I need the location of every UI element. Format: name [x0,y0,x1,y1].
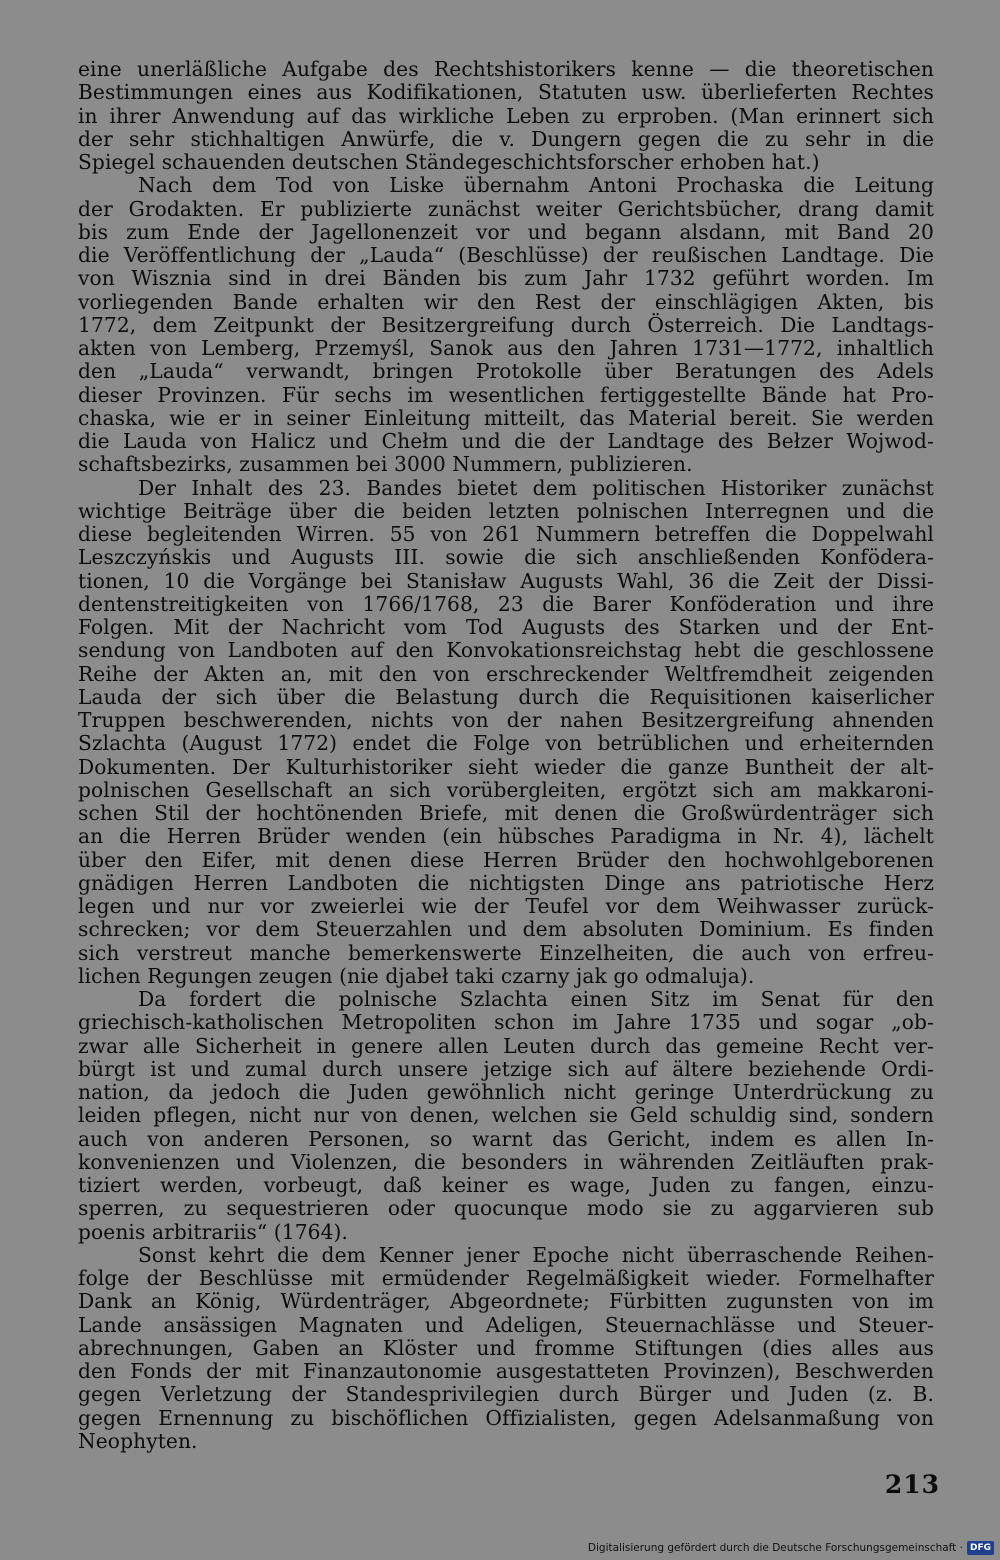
text-line: Nach dem Tod von Liske übernahm Antoni Prochaska die Leitung [138,173,934,198]
text-line: leiden pflegen, nicht nur von denen, welchen sie Geld schuldig sind, sondern [78,1103,934,1128]
text-line: konvenienzen und Violenzen, die besonders in währenden Zeitläuften prak- [78,1149,934,1174]
text-line: dentenstreitigkeiten von 1766/1768, 23 die Barer Konföderation und ihre [78,591,934,616]
text-line: den „Lauda“ verwandt, bringen Protokolle über Beratungen des Adels [78,359,934,384]
text-line: bürgt ist und zumal durch unsere jetzige sich auf ältere beziehende Ordi- [78,1056,934,1081]
text-line: von Wisznia sind in drei Bänden bis zum Jahr 1732 geführt worden. Im [78,266,934,291]
text-line: gegen Ernennung zu bischöflichen Offizialisten, gegen Adelsanmaßung von [78,1405,934,1430]
text-line: 1772, dem Zeitpunkt der Besitzergreifung durch Österreich. Die Landtags- [78,312,934,337]
text-line: auch von anderen Personen, so warnt das Gericht, indem es allen In- [78,1126,934,1151]
text-line: gegen Verletzung der Standesprivilegien durch Bürger und Juden (z. B. [78,1382,934,1407]
text-line: Reihe der Akten an, mit den von erschreckender Weltfremdheit zeigenden [78,661,934,686]
paragraph-2 [78,174,934,476]
text-line: Sonst kehrt die dem Kenner jener Epoche nicht überraschende Reihen- [138,1242,934,1267]
text-line: chaska, wie er in seiner Einleitung mitteilt, das Material bereit. Sie werden [78,405,934,430]
text-line: akten von Lemberg, Przemyśl, Sanok aus den Jahren 1731—1772, inhaltlich [78,336,934,360]
text-line: bis zum Ende der Jagellonenzeit vor und begann alsdann, mit Band 20 [78,219,934,244]
text-line: die Lauda von Halicz und Chełm und die der Landtage des Bełzer Wojwod- [78,429,934,453]
text-line: an die Herren Brüder wenden (ein hübsches Paradigma in Nr. 4), lächelt [78,824,934,849]
text-line: sendung von Landboten auf den Konvokationsreichstag hebt die geschlossene [78,638,934,663]
text-line: wichtige Beiträge über die beiden letzten polnischen Interregnen und die [78,498,934,523]
text-line: diese begleitenden Wirren. 55 von 261 Nummern betreffen die Doppelwahl [78,522,934,546]
text-line: Truppen beschwerenden, nichts von der nahen Besitzergreifung ahnenden [78,708,934,732]
text-line: sich verstreut manche bemerkenswerte Einzelheiten, die auch von erfreu- [78,940,934,965]
paragraph-4 [78,988,934,1244]
digitization-footer [588,1540,994,1556]
text-line: vorliegenden Bande erhalten wir den Rest der einschlägigen Akten, bis [78,289,934,314]
dfg-logo: DFG [967,1541,994,1555]
text-line: Lauda der sich über die Belastung durch die Requisitionen kaiserlicher [78,684,934,709]
page-number: 213 [884,1470,940,1499]
text-line: nation, da jedoch die Juden gewöhnlich nicht geringe Unterdrückung zu [78,1080,934,1104]
paragraph-5 [78,1244,934,1453]
text-line: polnischen Gesellschaft an sich vorübergleiten, ergötzt sich am makkaroni- [78,777,934,802]
text-line: abrechnungen, Gaben an Klöster und fromme Stiftungen (dies alles aus [78,1335,934,1360]
text-line: eine unerläßliche Aufgabe des Rechtshistorikers kenne — die theoretischen [78,57,934,81]
text-line: lichen Regungen zeugen (nie djabeł taki czarny jak go odmaluja). [78,963,755,988]
text-line: legen und nur vor zweierlei wie der Teufel vor dem Weihwasser zurück- [78,894,934,918]
text-line: gnädigen Herren Landboten die nichtigsten Dinge ans patriotische Herz [78,870,934,895]
text-line: über den Eifer, mit denen diese Herren Brüder den hochwohlgeborenen [78,847,934,872]
text-line: die Veröffentlichung der „Lauda“ (Beschlüsse) der reußischen Landtage. Die [78,243,934,267]
text-line: der sehr stichhaltigen Anwürfe, die v. Dungern gegen die zu sehr in die [78,126,934,151]
text-line: Dank an König, Würdenträger, Abgeordnete; Fürbitten zugunsten von im [78,1289,934,1314]
text-line: Da fordert die polnische Szlachta einen Sitz im Senat für den [138,987,934,1011]
footer-text: Digitalisierung gefördert durch die Deutsche Forschungsgemeinschaft · [587,1542,963,1554]
text-line: Lande ansässigen Magnaten und Adeligen, Steuernachlässe und Steuer- [78,1312,934,1337]
text-line: in ihrer Anwendung auf das wirkliche Leben zu erproben. (Man erinnert sich [78,103,934,128]
text-line: den Fonds der mit Finanzautonomie ausgestatteten Provinzen), Beschwerden [78,1359,934,1383]
text-line: schaftsbezirks, zusammen bei 3000 Nummern, publizieren. [78,452,693,477]
text-line: dieser Provinzen. Für sechs im wesentlichen fertiggestellte Bände hat Pro- [78,382,934,407]
text-line: sperren, zu sequestrieren oder quocunque modo sie zu aggarvieren sub [78,1196,934,1221]
text-line: folge der Beschlüsse mit ermüdender Regelmäßigkeit wieder. Formelhafter [78,1266,934,1290]
text-line: tionen, 10 die Vorgänge bei Stanisław Augusts Wahl, 36 die Zeit der Dissi- [78,568,934,593]
text-line: schrecken; vor dem Steuerzahlen und dem absoluten Dominium. Es finden [78,917,934,942]
text-line: Szlachta (August 1772) endet die Folge von betrüblichen und erheiternden [78,731,934,756]
text-line: der Grodakten. Er publizierte zunächst weiter Gerichtsbücher, drang damit [78,196,934,221]
text-line: griechisch-katholischen Metropoliten schon im Jahre 1735 und sogar „ob- [78,1010,934,1035]
page-text [78,58,934,1453]
paragraph-1 [78,58,934,174]
text-line: zwar alle Sicherheit in genere allen Leuten durch das gemeine Recht ver- [78,1033,934,1058]
text-line: Der Inhalt des 23. Bandes bietet dem politischen Historiker zunächst [138,475,934,500]
text-line: schen Stil der hochtönenden Briefe, mit denen die Großwürdenträger sich [78,801,934,825]
paragraph-3 [78,477,934,989]
text-line: Neophyten. [78,1428,198,1453]
text-line: Leszczyńskis und Augusts III. sowie die sich anschließenden Konfödera- [78,545,934,570]
text-line: Spiegel schauenden deutschen Ständegeschichtsforscher erhoben hat.) [78,150,820,174]
text-line: poenis arbitrariis“ (1764). [78,1219,349,1244]
text-line: Dokumenten. Der Kulturhistoriker sieht wieder die ganze Buntheit der alt- [78,754,934,779]
text-line: tiziert werden, vorbeugt, daß keiner es wage, Juden zu fangen, einzu- [78,1173,934,1197]
text-line: Bestimmungen eines aus Kodifikationen, Statuten usw. überlieferten Rechtes [78,80,934,105]
text-line: Folgen. Mit der Nachricht vom Tod Augusts des Starken und der Ent- [78,615,934,639]
